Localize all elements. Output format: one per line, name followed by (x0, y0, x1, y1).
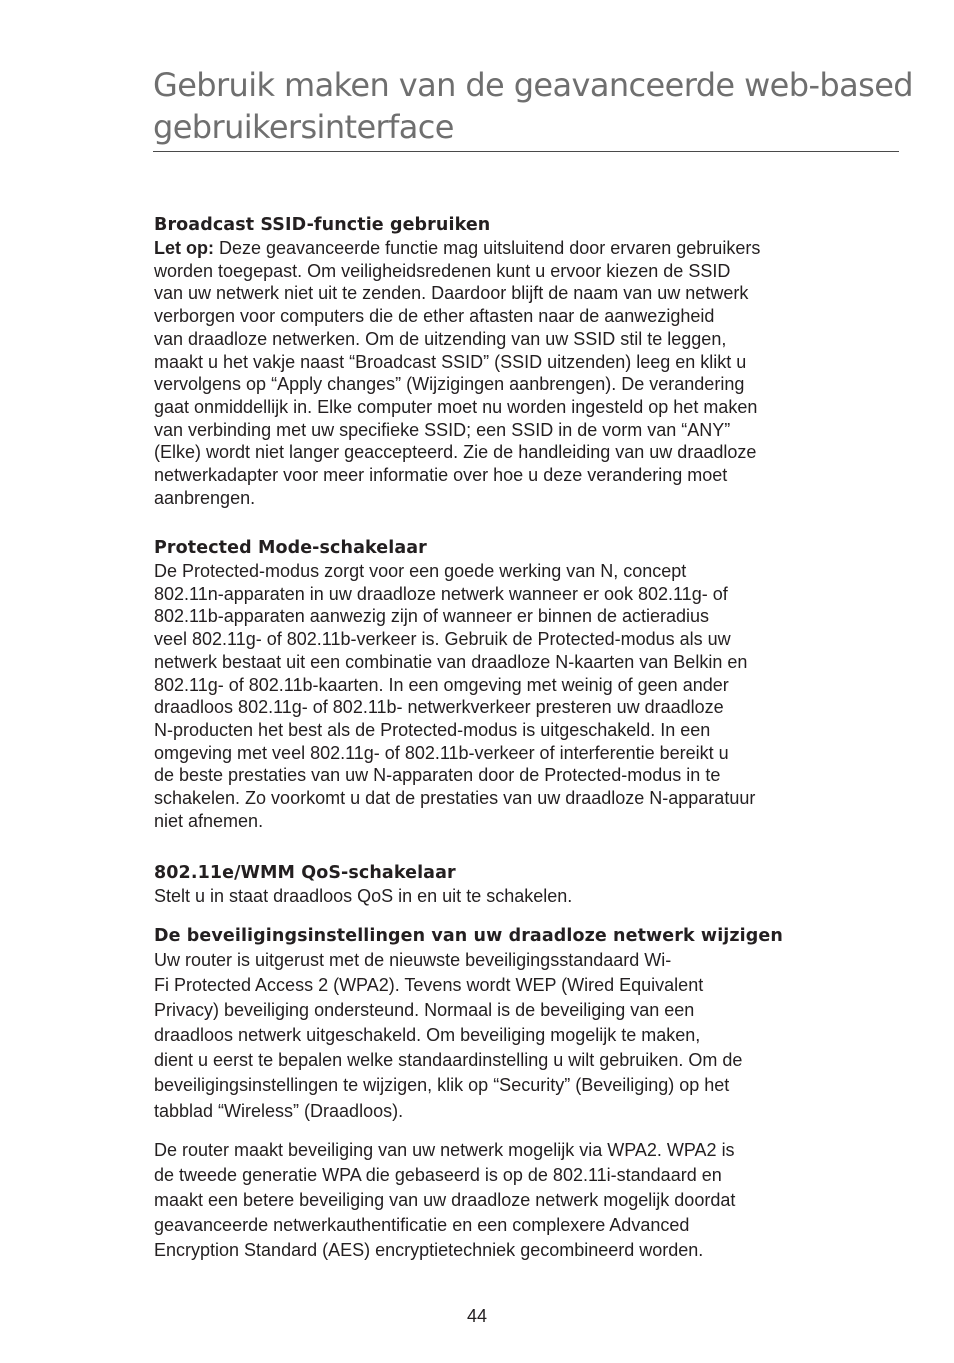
body-line: omgeving met veel 802.11g- of 802.11b-verkeer of interferentie bereikt u (154, 742, 729, 763)
body-line: netwerkadapter voor meer informatie over hoe u deze verandering moet (154, 465, 728, 486)
section-qos (154, 861, 874, 908)
body-line: 802.11n-apparaten in uw draadloze netwerk wanneer er ook 802.11g- of (154, 583, 728, 604)
body-line: aanbrengen. (154, 487, 256, 508)
page-title-line-2: gebruikersinterface (153, 108, 454, 146)
body-line: de tweede generatie WPA die gebaseerd is op de 802.11i-standaard en (154, 1164, 722, 1185)
body-line: De Protected-modus zorgt voor een goede werking van N, concept (154, 561, 687, 581)
section-heading: 802.11e/WMM QoS-schakelaar (154, 863, 456, 883)
body-line: verborgen voor computers die de ether aftasten naar de aanwezigheid (154, 306, 715, 327)
section-heading: De beveiligingsinstellingen van uw draadloze netwerk wijzigen (154, 926, 783, 946)
body-line: worden toegepast. Om veiligheidsredenen kunt u ervoor kiezen de SSID (154, 260, 731, 281)
body-line: draadloos 802.11g- of 802.11b- netwerkverkeer presteren uw draadloze (154, 697, 724, 718)
body-line: van uw netwerk niet uit te zenden. Daardoor blijft de naam van uw netwerk (154, 283, 749, 304)
body-line: maakt een betere beveiliging van uw draadloze netwerk mogelijk doordat (154, 1189, 736, 1210)
body-line: Encryption Standard (AES) encryptietechniek gecombineerd worden. (154, 1240, 704, 1261)
body-line: gaat onmiddellijk in. Elke computer moet nu worden ingesteld op het maken (154, 396, 758, 417)
body-line: dient u eerst te bepalen welke standaardinstelling u wilt gebruiken. Om de (154, 1050, 743, 1071)
body-line: maakt u het vakje naast “Broadcast SSID” (SSID uitzenden) leeg en klikt u (154, 351, 747, 372)
body-line: geavanceerde netwerkauthentificatie en een complexere Advanced (154, 1214, 690, 1235)
section-protected-mode (154, 536, 874, 832)
body-line: Fi Protected Access 2 (WPA2). Tevens wordt WEP (Wired Equivalent (154, 975, 704, 996)
body-line: veel 802.11g- of 802.11b-verkeer is. Gebruik de Protected-modus als uw (154, 629, 731, 650)
title-divider (153, 151, 899, 152)
section-body (154, 237, 874, 509)
section-body (154, 560, 874, 832)
body-line: (Elke) wordt niet langer geaccepteerd. Zie de handleiding van uw draadloze (154, 442, 757, 463)
page-title (153, 64, 933, 148)
section-paragraph-1 (154, 948, 874, 1124)
section-broadcast-ssid (154, 213, 874, 509)
body-line: netwerk bestaat uit een combinatie van draadloze N-kaarten van Belkin en (154, 651, 748, 672)
body-line: tabblad “Wireless” (Draadloos). (154, 1100, 404, 1121)
section-heading: Protected Mode-schakelaar (154, 538, 427, 558)
body-line: 802.11g- of 802.11b-kaarten. In een omgeving met weinig of geen ander (154, 674, 729, 695)
body-line: De router maakt beveiliging van uw netwerk mogelijk via WPA2. WPA2 is (154, 1139, 735, 1160)
body-line: beveiligingsinstellingen te wijzigen, klik op “Security” (Beveiliging) op het (154, 1075, 730, 1096)
section-body (154, 885, 874, 908)
body-line: Privacy) beveiliging ondersteund. Normaal is de beveiliging van een (154, 1000, 695, 1021)
note-label: Let op: (154, 238, 214, 258)
section-heading: Broadcast SSID-functie gebruiken (154, 215, 491, 235)
section-paragraph-2 (154, 1138, 874, 1263)
body-line: van verbinding met uw specifieke SSID; een SSID in de vorm van “ANY” (154, 419, 731, 440)
body-line: van draadloze netwerken. Om de uitzending van uw SSID stil te leggen, (154, 328, 727, 349)
body-line: N-producten het best als de Protected-modus is uitgeschakeld. In een (154, 719, 711, 740)
body-line: draadloos netwerk uitgeschakeld. Om beveiliging mogelijk te maken, (154, 1025, 701, 1046)
body-line: Stelt u in staat draadloos QoS in en uit te schakelen. (154, 886, 573, 906)
body-line: Uw router is uitgerust met de nieuwste beveiligingsstandaard Wi- (154, 950, 672, 970)
body-line: niet afnemen. (154, 810, 264, 831)
body-line: vervolgens op “Apply changes” (Wijzigingen aanbrengen). De verandering (154, 374, 745, 395)
section-security-settings (154, 924, 874, 1263)
body-line: 802.11b-apparaten aanwezig zijn of wanneer er binnen de actieradius (154, 606, 710, 627)
body-line: schakelen. Zo voorkomt u dat de prestaties van uw draadloze N-apparatuur (154, 788, 756, 809)
page-number: 44 (466, 1306, 488, 1326)
page-title-line-1: Gebruik maken van de geavanceerde web-based (153, 66, 913, 104)
body-line: de beste prestaties van uw N-apparaten door de Protected-modus in te (154, 765, 721, 786)
body-line: Let op: Deze geavanceerde functie mag uitsluitend door ervaren gebruikers (154, 238, 761, 258)
